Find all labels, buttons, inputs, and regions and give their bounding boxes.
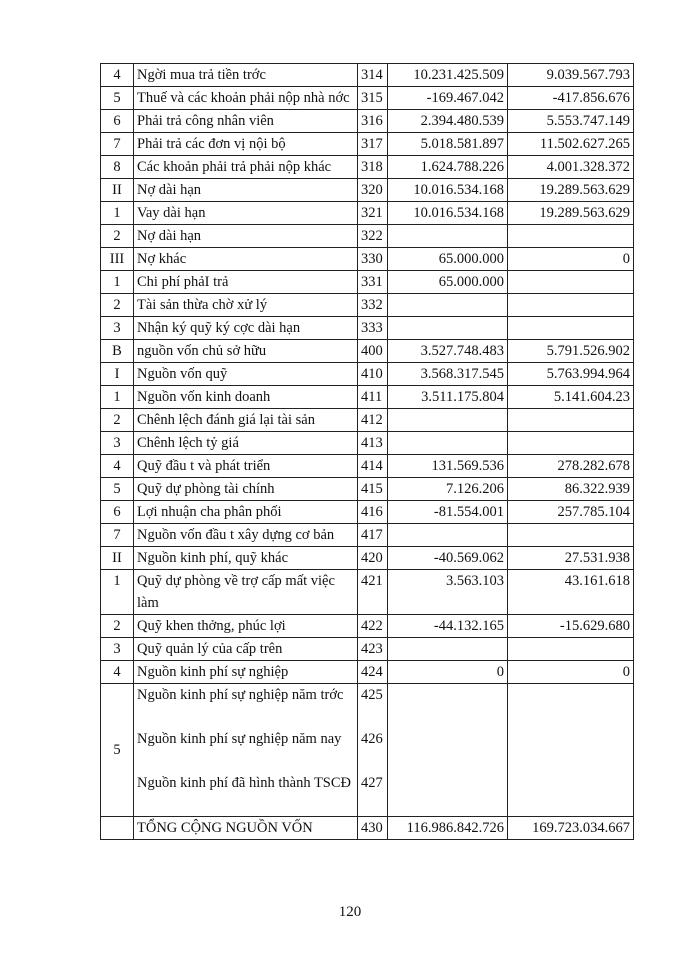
row-code: 420 [358,547,388,570]
table-row [101,133,634,156]
value-end-of-period [388,524,508,547]
table-row [101,64,634,87]
row-code: 416 [358,501,388,524]
row-code: 318 [358,156,388,179]
table-row [101,294,634,317]
row-number: 2 [101,615,134,638]
row-code: 320 [358,179,388,202]
table-row [101,386,634,409]
row-label: Phải trả công nhân viên [134,110,358,133]
value-beginning-of-period: -15.629.680 [508,615,634,638]
row-label: Quỹ khen thởng, phúc lợi [134,615,358,638]
row-label: Chênh lệch đánh giá lại tài sản [134,409,358,432]
value-beginning-of-period: -417.856.676 [508,87,634,110]
table-row [101,409,634,432]
row-code: 315 [358,87,388,110]
sub-item-code: 427 [361,775,383,791]
balance-sheet-table [100,63,634,840]
table-row [101,317,634,340]
row-label: Nguồn vốn đầu t xây dựng cơ bản [134,524,358,547]
value-beginning-of-period: 5.141.604.23 [508,386,634,409]
row-code: 422 [358,615,388,638]
row-label: Nợ dài hạn [134,179,358,202]
row-number: 7 [101,524,134,547]
row-number: 2 [101,409,134,432]
table-row [101,455,634,478]
row-code: 421 [358,570,388,615]
table-row [101,271,634,294]
row-code: 411 [358,386,388,409]
row-code: 322 [358,225,388,248]
value-end-of-period: 3.511.175.804 [388,386,508,409]
row-label: Nhận ký quỹ ký cợc dài hạn [134,317,358,340]
row-code: 424 [358,661,388,684]
row-number: 1 [101,386,134,409]
value-beginning-of-period: 9.039.567.793 [508,64,634,87]
sub-item-label: Nguồn kinh phí đã hình thành TSCĐ [137,775,352,791]
row-label: Thuế và các khoản phải nộp nhà nớc [134,87,358,110]
value-end-of-period: 65.000.000 [388,271,508,294]
row-number: 1 [101,570,134,615]
value-end-of-period: 5.018.581.897 [388,133,508,156]
row-label: Các khoản phải trả phải nộp khác [134,156,358,179]
row-code: 321 [358,202,388,225]
value-end-of-period: -44.132.165 [388,615,508,638]
table-row [101,363,634,386]
row-number: 5 [101,478,134,501]
value-beginning-of-period: 19.289.563.629 [508,179,634,202]
value-end-of-period: 3.527.748.483 [388,340,508,363]
balance-sheet-body [101,64,634,840]
row-code: 417 [358,524,388,547]
value-end-of-period [388,225,508,248]
row-code: 414 [358,455,388,478]
table-row [101,684,634,817]
table-row [101,248,634,271]
table-row [101,340,634,363]
sub-item-label: Nguồn kinh phí sự nghiệp năm nay [137,731,342,747]
table-row [101,225,634,248]
table-row [101,615,634,638]
table-row [101,432,634,455]
row-number: 5 [101,684,134,817]
value-end-of-period: 3.563.103 [388,570,508,615]
table-row [101,87,634,110]
row-code: 410 [358,363,388,386]
row-number: 3 [101,432,134,455]
row-number: 7 [101,133,134,156]
row-label: Ngời mua trả tiền trớc [134,64,358,87]
row-label: Nguồn vốn kinh doanh [134,386,358,409]
sub-item-label: Nguồn kinh phí sự nghiệp năm trớc [137,687,344,703]
row-label: Quỹ đầu t và phát triển [134,455,358,478]
value-end-of-period: 10.016.534.168 [388,179,508,202]
row-number [101,817,134,840]
table-row [101,570,634,615]
row-label: Lợi nhuận cha phân phối [134,501,358,524]
value-beginning-of-period [508,225,634,248]
value-end-of-period [388,432,508,455]
row-code: 316 [358,110,388,133]
row-code: 400 [358,340,388,363]
table-row [101,179,634,202]
value-end-of-period: 7.126.206 [388,478,508,501]
value-beginning-of-period: 27.531.938 [508,547,634,570]
value-beginning-of-period: 257.785.104 [508,501,634,524]
row-code: 314 [358,64,388,87]
total-row [101,817,634,840]
row-code [358,684,388,817]
row-code: 412 [358,409,388,432]
row-label: Vay dài hạn [134,202,358,225]
table-row [101,501,634,524]
value-end-of-period: -40.569.062 [388,547,508,570]
sub-item-code: 425 [361,687,383,703]
row-number: II [101,179,134,202]
row-code: 332 [358,294,388,317]
table-row [101,638,634,661]
value-beginning-of-period: 5.791.526.902 [508,340,634,363]
row-number: 3 [101,317,134,340]
value-end-of-period [388,294,508,317]
value-end-of-period: -169.467.042 [388,87,508,110]
value-end-of-period: 131.569.536 [388,455,508,478]
row-number: 6 [101,110,134,133]
value-end-of-period [388,638,508,661]
value-end-of-period: 2.394.480.539 [388,110,508,133]
row-number: I [101,363,134,386]
value-beginning-of-period [508,684,634,817]
value-beginning-of-period: 0 [508,661,634,684]
value-beginning-of-period: 278.282.678 [508,455,634,478]
row-label: Nợ khác [134,248,358,271]
value-beginning-of-period [508,317,634,340]
row-number: 1 [101,271,134,294]
row-number: 2 [101,294,134,317]
total-end-of-period: 116.986.842.726 [388,817,508,840]
total-beginning-of-period: 169.723.034.667 [508,817,634,840]
value-end-of-period: 10.016.534.168 [388,202,508,225]
page-number: 120 [338,904,362,920]
value-beginning-of-period [508,432,634,455]
row-code: 317 [358,133,388,156]
row-label: Tài sản thừa chờ xử lý [134,294,358,317]
row-number: B [101,340,134,363]
table-row [101,524,634,547]
row-label: Chi phí phảI trả [134,271,358,294]
value-end-of-period [388,409,508,432]
row-label: Quỹ dự phòng về trợ cấp mất việc làm [134,570,358,615]
value-end-of-period: 1.624.788.226 [388,156,508,179]
value-beginning-of-period [508,271,634,294]
row-number: 6 [101,501,134,524]
value-beginning-of-period [508,638,634,661]
sub-item-code: 426 [361,731,383,747]
value-end-of-period: 3.568.317.545 [388,363,508,386]
value-beginning-of-period: 5.553.747.149 [508,110,634,133]
value-end-of-period [388,684,508,817]
row-label: Quỹ quản lý của cấp trên [134,638,358,661]
value-beginning-of-period: 4.001.328.372 [508,156,634,179]
value-beginning-of-period [508,294,634,317]
row-label: nguồn vốn chủ sở hữu [134,340,358,363]
value-end-of-period: 10.231.425.509 [388,64,508,87]
row-label: Nguồn kinh phí sự nghiệp [134,661,358,684]
value-beginning-of-period: 19.289.563.629 [508,202,634,225]
row-label: Quỹ dự phòng tài chính [134,478,358,501]
row-label: Nợ dài hạn [134,225,358,248]
row-label: Nguồn vốn quỹ [134,363,358,386]
row-number: 4 [101,661,134,684]
value-end-of-period: 0 [388,661,508,684]
row-code: 331 [358,271,388,294]
row-code: 330 [358,248,388,271]
table-row [101,156,634,179]
total-label: TỔNG CỘNG NGUỒN VỐN [134,817,358,840]
value-end-of-period: -81.554.001 [388,501,508,524]
row-code: 430 [358,817,388,840]
row-number: II [101,547,134,570]
row-number: 1 [101,202,134,225]
row-number: 4 [101,455,134,478]
row-label [134,684,358,817]
value-end-of-period: 65.000.000 [388,248,508,271]
row-number: 4 [101,64,134,87]
value-beginning-of-period: 43.161.618 [508,570,634,615]
table-row [101,661,634,684]
table-row [101,110,634,133]
row-code: 413 [358,432,388,455]
row-number: 8 [101,156,134,179]
value-beginning-of-period [508,409,634,432]
value-beginning-of-period: 0 [508,248,634,271]
row-number: III [101,248,134,271]
row-label: Chênh lệch tỷ giá [134,432,358,455]
row-code: 423 [358,638,388,661]
value-end-of-period [388,317,508,340]
value-beginning-of-period: 5.763.994.964 [508,363,634,386]
value-beginning-of-period [508,524,634,547]
table-row [101,202,634,225]
row-code: 415 [358,478,388,501]
row-code: 333 [358,317,388,340]
table-row [101,478,634,501]
row-number: 5 [101,87,134,110]
row-label: Phải trả các đơn vị nội bộ [134,133,358,156]
value-beginning-of-period: 86.322.939 [508,478,634,501]
row-label: Nguồn kinh phí, quỹ khác [134,547,358,570]
value-beginning-of-period: 11.502.627.265 [508,133,634,156]
row-number: 3 [101,638,134,661]
table-row [101,547,634,570]
row-number: 2 [101,225,134,248]
